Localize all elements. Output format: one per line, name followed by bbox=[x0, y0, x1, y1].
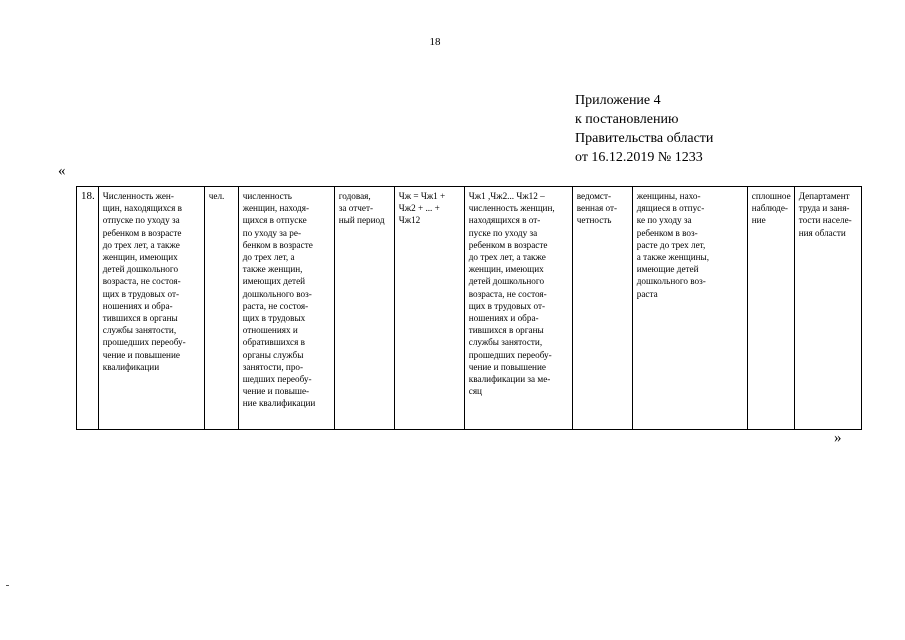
cell-population: женщины, нахо- дящиеся в отпус- ке по уходу за ребенком в воз- расте до трех лет, а также женщины, имеющие детей дошкольного воз- раста bbox=[632, 187, 747, 430]
indicator-table bbox=[76, 186, 862, 430]
appendix-header bbox=[575, 91, 713, 167]
cell-data-source: ведомст- венная от- четность bbox=[572, 187, 632, 430]
cell-periodicity: годовая, за отчет- ный период bbox=[334, 187, 394, 430]
cell-unit: чел. bbox=[204, 187, 238, 430]
cell-definition: численность женщин, находя- щихся в отпуске по уходу за ре- бенком в возрасте до трех лет, а также женщин, имеющих детей дошкольного воз- раста, не состоя- щих в трудовых отношениях и обратившихся в органы службы занятости, про- шедших переобу- чение и повыше- ние квалификации bbox=[238, 187, 334, 430]
cell-row-number: 18. bbox=[77, 187, 99, 430]
cell-formula-variables: Чж1 ,Чж2... Чж12 – численность женщин, находящихся в от- пуске по уходу за ребенком в возрасте до трех лет, а также женщин, имеющих детей дошкольного возраста, не состоя- щих в трудовых от- ношениях и обра- тившихся в органы службы занятости, прошедших переобу- чение и повышение квалификации за ме- сяц bbox=[464, 187, 572, 430]
opening-quote: « bbox=[58, 163, 66, 179]
appendix-title: Приложение 4 bbox=[575, 93, 661, 108]
closing-quote: » bbox=[834, 430, 842, 446]
appendix-authority: Правительства области bbox=[575, 131, 714, 146]
page-number: 18 bbox=[429, 36, 441, 48]
table-row bbox=[77, 187, 862, 430]
appendix-resolution-ref: к постановлению bbox=[575, 112, 679, 127]
cell-formula: Чж = Чж1 + Чж2 + ... + Чж12 bbox=[394, 187, 464, 430]
cell-indicator-name: Численность жен- щин, находящихся в отпуске по уходу за ребенком в возрасте до трех лет, а также женщин, имеющих детей дошкольного возраста, не состоя- щих в трудовых от- ношениях и обра- тившихся в органы службы занятости, прошедших переобу- чение и повышение квалификации bbox=[98, 187, 204, 430]
cell-responsible-body: Департамент труда и заня- тости населе- ния области bbox=[794, 187, 861, 430]
cell-observation-method: сплошное наблюде- ние bbox=[747, 187, 794, 430]
scan-edge-mark bbox=[6, 585, 9, 586]
appendix-date-number: от 16.12.2019 № 1233 bbox=[575, 150, 703, 165]
